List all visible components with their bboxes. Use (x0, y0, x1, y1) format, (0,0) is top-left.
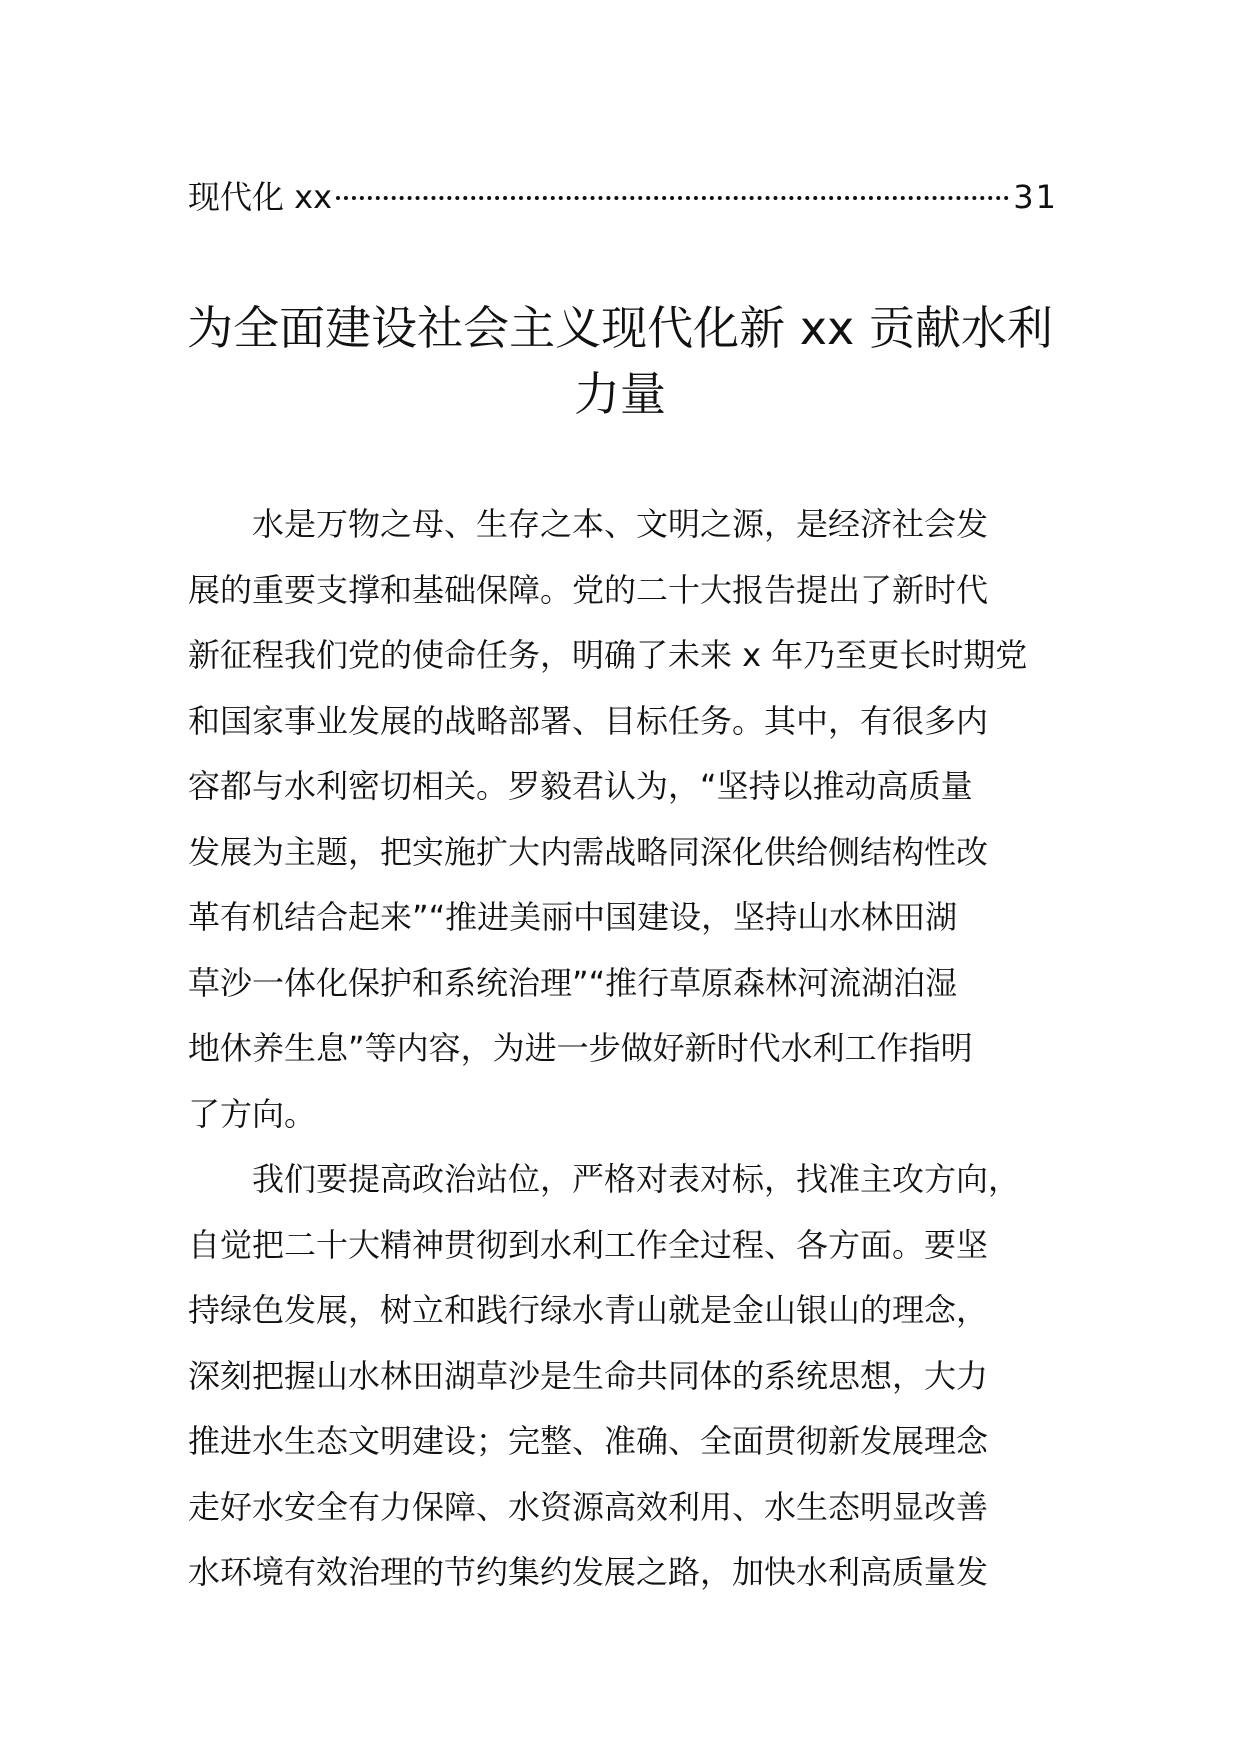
paragraph-line: 展的重要支撑和基础保障。党的二十大报告提出了新时代 (188, 570, 989, 609)
paragraph-line: 容都与水利密切相关。罗毅君认为，“坚持以推动高质量 (188, 767, 973, 805)
paragraph-2 (188, 1147, 1088, 1606)
paragraph-line: 持绿色发展，树立和践行绿水青山就是金山银山的理念， (188, 1291, 989, 1329)
paragraph-line: 革有机结合起来”“推进美丽中国建设，坚持山水林田湖 (188, 898, 958, 936)
paragraph-1 (188, 492, 1088, 1147)
paragraph-line: 草沙一体化保护和系统治理”“推行草原森林河流湖泊湿 (188, 963, 958, 1002)
toc-entry (188, 172, 1058, 222)
paragraph-line: 水环境有效治理的节约集约发展之路，加快水利高质量发 (188, 1553, 989, 1591)
paragraph-line: 我们要提高政治站位，严格对表对标，找准主攻方向， (252, 1160, 1021, 1198)
paragraph-line: 发展为主题，把实施扩大内需战略同深化供给侧结构性改 (188, 832, 989, 871)
document-body (188, 492, 1088, 1606)
paragraph-line: 水是万物之母、生存之本、文明之源，是经济社会发 (252, 505, 989, 543)
paragraph-line: 深刻把握山水林田湖草沙是生命共同体的系统思想，大力 (188, 1356, 989, 1395)
toc-dot-leader (336, 196, 1009, 200)
paragraph-line: 地休养生息”等内容，为进一步做好新时代水利工作指明 (188, 1029, 973, 1067)
paragraph-line: 自觉把二十大精神贯彻到水利工作全过程、各方面。要坚 (188, 1225, 989, 1264)
paragraph-line: 新征程我们党的使命任务，明确了未来 x 年乃至更长时期党 (188, 636, 1028, 674)
paragraph-line: 了方向。 (188, 1094, 317, 1133)
document-title (170, 295, 1070, 427)
paragraph-line: 和国家事业发展的战略部署、目标任务。其中，有很多内 (188, 701, 989, 740)
paragraph-line: 推进水生态文明建设；完整、准确、全面贯彻新发展理念 (188, 1422, 989, 1460)
toc-entry-title: 现代化 xx (188, 178, 333, 216)
document-title-line-2: 力量 (574, 367, 666, 421)
document-title-line-1: 为全面建设社会主义现代化新 xx 贡献水利 (187, 301, 1053, 355)
toc-entry-page-number: 31 (1013, 178, 1058, 216)
paragraph-line: 走好水安全有力保障、水资源高效利用、水生态明显改善 (188, 1487, 989, 1526)
